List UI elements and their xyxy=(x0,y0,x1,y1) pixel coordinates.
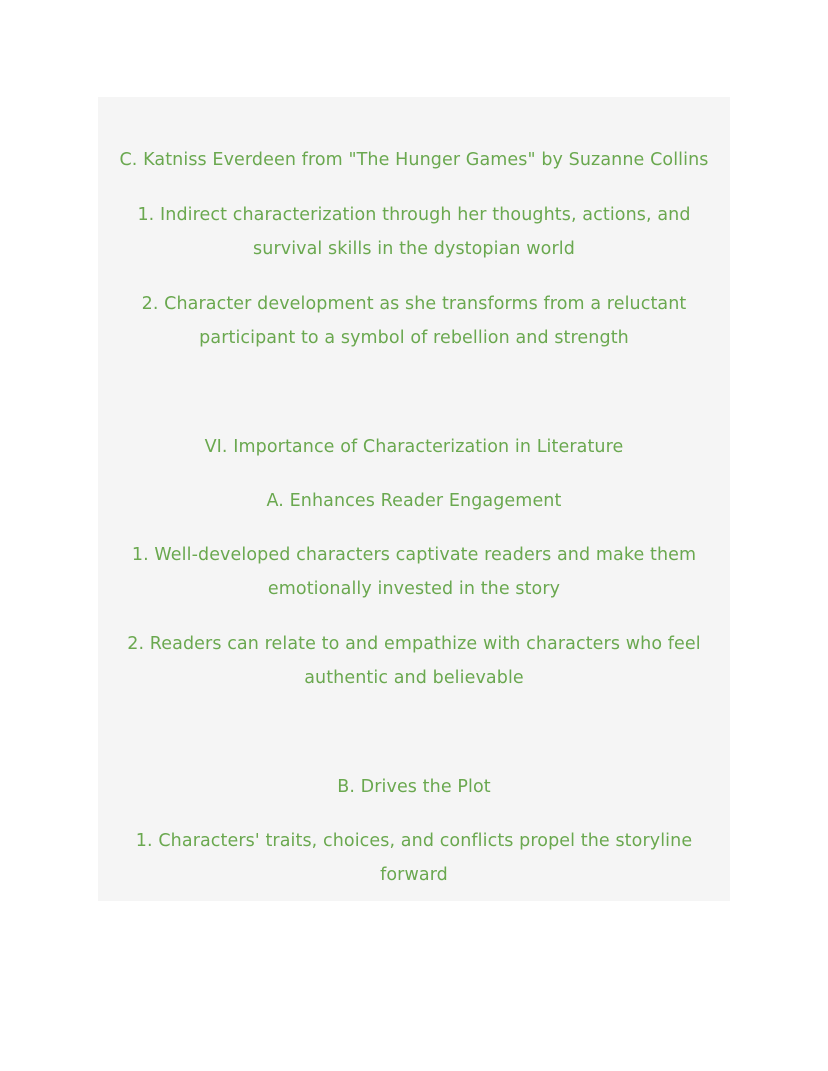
list-item-characters-traits: 1. Characters' traits, choices, and conflicts propel the storyline xyxy=(135,831,693,851)
subheading-reader-engagement: A. Enhances Reader Engagement xyxy=(266,491,562,511)
list-item-readers-relate-cont: authentic and believable xyxy=(304,668,524,688)
list-item-indirect-characterization-cont: survival skills in the dystopian world xyxy=(253,239,575,259)
list-item-character-development: 2. Character development as she transforms from a reluctant xyxy=(141,294,687,314)
list-item-indirect-characterization: 1. Indirect characterization through her thoughts, actions, and xyxy=(137,205,691,225)
subheading-drives-plot: B. Drives the Plot xyxy=(337,777,491,797)
document-panel xyxy=(98,97,730,901)
list-item-well-developed-cont: emotionally invested in the story xyxy=(267,579,561,599)
section-heading-importance: VI. Importance of Characterization in Literature xyxy=(204,437,624,457)
list-item-readers-relate: 2. Readers can relate to and empathize with characters who feel xyxy=(127,634,701,654)
section-heading-katniss: C. Katniss Everdeen from "The Hunger Games" by Suzanne Collins xyxy=(119,150,709,170)
list-item-characters-traits-cont: forward xyxy=(380,865,448,885)
list-item-well-developed: 1. Well-developed characters captivate readers and make them xyxy=(131,545,697,565)
list-item-character-development-cont: participant to a symbol of rebellion and strength xyxy=(199,328,629,348)
